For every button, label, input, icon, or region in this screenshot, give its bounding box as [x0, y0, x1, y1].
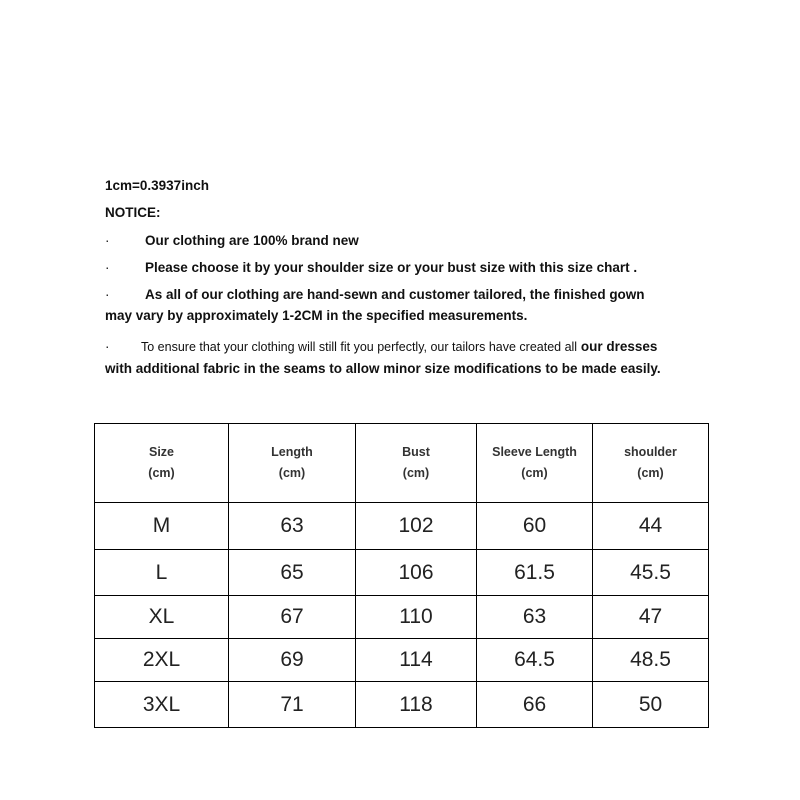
table-row: [95, 550, 709, 596]
notice-text: Please choose it by your shoulder size or your bust size with this size chart .: [145, 260, 638, 275]
notice-text: As all of our clothing are hand-sewn and customer tailored, the finished gown may vary by approximately 1-2CM in the specified measurements.: [105, 287, 645, 323]
cell-sleeve-length: 61.5: [477, 550, 593, 596]
header-size: Size (cm): [95, 424, 229, 503]
header-length: Length (cm): [229, 424, 356, 503]
unit-conversion: 1cm=0.3937inch: [105, 178, 209, 193]
cell-size: 2XL: [95, 639, 229, 682]
bullet-dot: ·: [105, 233, 110, 248]
cell-size: 3XL: [95, 682, 229, 728]
cell-size: L: [95, 550, 229, 596]
cell-bust: 110: [356, 596, 477, 639]
cell-bust: 118: [356, 682, 477, 728]
cell-shoulder: 48.5: [593, 639, 709, 682]
cell-length: 65: [229, 550, 356, 596]
cell-length: 69: [229, 639, 356, 682]
notice-text: Our clothing are 100% brand new: [145, 233, 359, 248]
table-header-row: [95, 424, 709, 503]
cell-sleeve-length: 64.5: [477, 639, 593, 682]
header-sleeve-length: Sleeve Length (cm): [477, 424, 593, 503]
bullet-dot: ·: [105, 339, 110, 354]
notice-item: [105, 257, 675, 278]
cell-sleeve-length: 63: [477, 596, 593, 639]
notice-item: [105, 336, 675, 379]
cell-size: XL: [95, 596, 229, 639]
bullet-dot: ·: [105, 287, 110, 302]
size-chart-table: [94, 423, 709, 728]
cell-shoulder: 45.5: [593, 550, 709, 596]
cell-sleeve-length: 60: [477, 503, 593, 550]
header-bust: Bust (cm): [356, 424, 477, 503]
table-row: [95, 596, 709, 639]
table-row: [95, 503, 709, 550]
cell-length: 67: [229, 596, 356, 639]
header-shoulder: shoulder (cm): [593, 424, 709, 503]
cell-size: M: [95, 503, 229, 550]
cell-bust: 102: [356, 503, 477, 550]
notice-section: [105, 176, 675, 385]
notice-text-lead: To ensure that your clothing will still fit you perfectly, our tailors have created all: [141, 340, 578, 354]
notice-item: [105, 284, 675, 326]
notice-item: [105, 230, 675, 251]
cell-bust: 114: [356, 639, 477, 682]
table-row: [95, 682, 709, 728]
notice-text: our dresses with additional fabric in the seams to allow minor size modifications to be made easily.: [105, 339, 661, 376]
table-row: [95, 639, 709, 682]
cell-sleeve-length: 66: [477, 682, 593, 728]
cell-bust: 106: [356, 550, 477, 596]
bullet-dot: ·: [105, 260, 110, 275]
cell-length: 71: [229, 682, 356, 728]
cell-shoulder: 50: [593, 682, 709, 728]
cell-length: 63: [229, 503, 356, 550]
notice-title: NOTICE:: [105, 205, 161, 220]
cell-shoulder: 47: [593, 596, 709, 639]
cell-shoulder: 44: [593, 503, 709, 550]
